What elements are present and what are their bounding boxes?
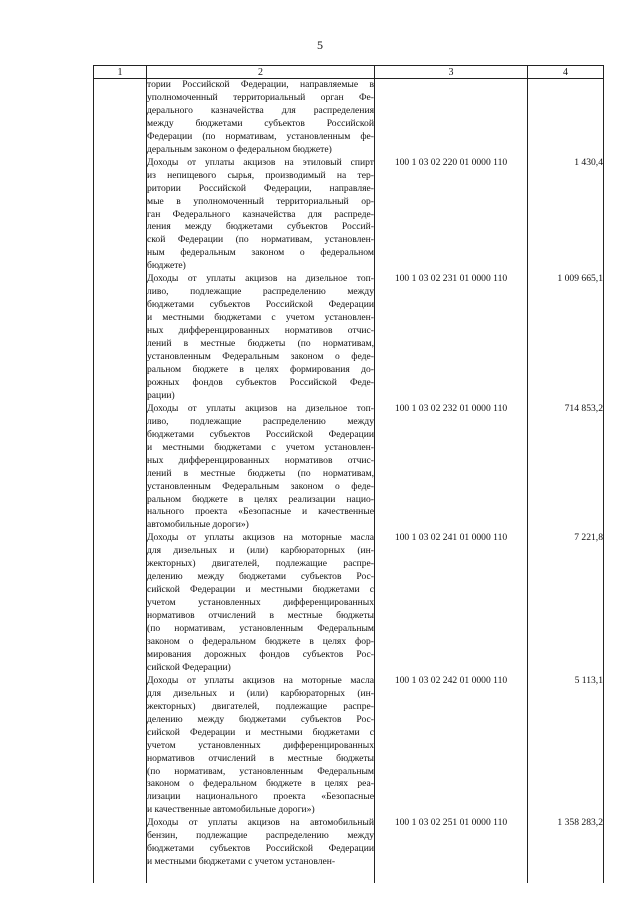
cell-budget-code (375, 79, 528, 157)
description-line: Доходы от уплаты акцизов на дизельное топ- (147, 273, 374, 285)
cell-budget-code: 100 1 03 02 231 01 0000 110 (375, 273, 528, 403)
description-line: Доходы от уплаты акцизов на моторные масла (147, 532, 374, 544)
description-line: сийской Федерации и местными бюджетами с (147, 584, 374, 596)
cell-amount: 1 430,4 (528, 157, 604, 274)
description-line: уполномоченный территориальный орган Фе- (147, 91, 374, 103)
cell-description (147, 79, 375, 157)
description-line: и местными бюджетами с учетом установлен- (147, 312, 374, 324)
description-line: законом о федеральном бюджете в целях реа- (147, 778, 374, 790)
column-number-1: 1 (94, 66, 147, 79)
description-line: установленным Федеральным законом о феде- (147, 351, 374, 363)
description-line: бюджетами субъектов Российской Федерации (147, 299, 374, 311)
table-bottom-spacer (94, 869, 604, 883)
table-row (94, 817, 604, 869)
table-body (94, 79, 604, 870)
description-line: учетом установленных дифференцированных (147, 739, 374, 751)
description-line: и местными бюджетами с учетом установлен- (147, 856, 336, 868)
description-line: лений в местные бюджеты (по нормативам, (147, 467, 374, 479)
description-line: ных дифференцированных нормативов отчис- (147, 454, 374, 466)
cell-blank (94, 532, 147, 674)
cell-blank (94, 273, 147, 403)
cell-amount: 1 009 665,1 (528, 273, 604, 403)
cell-budget-code: 100 1 03 02 220 01 0000 110 (375, 157, 528, 274)
description-line: делению между бюджетами субъектов Рос- (147, 713, 374, 725)
cell-description (147, 403, 375, 533)
description-line: между бюджетами субъектов Российской (147, 117, 374, 129)
table-row (94, 675, 604, 817)
description-line: нального проекта «Безопасные и качественные (147, 506, 374, 518)
description-line: автомобильные дороги») (147, 519, 249, 531)
description-line: ливо, подлежащие распределению между (147, 286, 374, 298)
description-line: рожных фондов субъектов Российской Феде- (147, 376, 374, 388)
description-line: из непищевого сырья, производимый на тер- (147, 169, 374, 181)
description-line: нормативов отчислений в местные бюджеты (147, 610, 374, 622)
cell-blank (94, 675, 147, 817)
description-line: ным федеральным законом о федеральном (147, 247, 374, 259)
cell-amount: 714 853,2 (528, 403, 604, 533)
column-number-2: 2 (147, 66, 375, 79)
description-line: ган Федерального казначейства для распреде- (147, 208, 374, 220)
description-line: (по нормативам, установленным Федеральным (147, 765, 374, 777)
description-line: лений в местные бюджеты (по нормативам, (147, 338, 374, 350)
cell-budget-code: 100 1 03 02 232 01 0000 110 (375, 403, 528, 533)
description-line: ления между бюджетами субъектов Россий- (147, 221, 374, 233)
description-line: ской Федерации (по нормативам, установлен- (147, 234, 374, 246)
description-line: мирования дорожных фондов субъектов Рос- (147, 648, 374, 660)
description-line: ральном бюджете в целях формирования до- (147, 363, 374, 375)
column-number-header-row (94, 66, 604, 79)
description-line: бюджете) (147, 260, 186, 272)
cell-description (147, 532, 375, 674)
cell-description (147, 675, 375, 817)
description-line: для дизельных и (или) карбюраторных (ин- (147, 687, 374, 699)
description-line: рации) (147, 389, 175, 401)
description-line: и качественные автомобильные дороги») (147, 804, 315, 816)
table-row (94, 403, 604, 533)
cell-blank (94, 817, 147, 869)
cell-amount: 1 358 283,2 (528, 817, 604, 869)
description-line: установленным Федеральным законом о феде- (147, 480, 374, 492)
description-line: и местными бюджетами с учетом установлен- (147, 441, 374, 453)
description-line: мые в уполномоченный территориальный ор- (147, 195, 374, 207)
cell-amount: 7 221,8 (528, 532, 604, 674)
description-line: (по нормативам, установленным Федеральным (147, 623, 374, 635)
description-line: жекторных) двигателей, подлежащие распре- (147, 558, 374, 570)
description-line: дерального казначейства для распределения (147, 104, 374, 116)
cell-description (147, 817, 375, 869)
column-number-3: 3 (375, 66, 528, 79)
description-line: ливо, подлежащие распределению между (147, 415, 374, 427)
description-line: Федерации (по нормативам, установленным фе- (147, 130, 374, 142)
cell-budget-code: 100 1 03 02 242 01 0000 110 (375, 675, 528, 817)
description-line: сийской Федерации) (147, 661, 231, 673)
description-line: нормативов отчислений в местные бюджеты (147, 752, 374, 764)
description-line: сийской Федерации и местными бюджетами с (147, 726, 374, 738)
table-row (94, 157, 604, 274)
table-row (94, 273, 604, 403)
description-line: лизации национального проекта «Безопасные (147, 791, 374, 803)
cell-amount: 5 113,1 (528, 675, 604, 817)
table-row (94, 532, 604, 674)
description-line: учетом установленных дифференцированных (147, 597, 374, 609)
cell-amount (528, 79, 604, 157)
description-line: Доходы от уплаты акцизов на дизельное топ- (147, 402, 374, 414)
description-line: ральном бюджете в целях реализации нацио- (147, 493, 374, 505)
page-number: 5 (317, 38, 323, 52)
table-row (94, 79, 604, 157)
cell-description (147, 273, 375, 403)
description-line: бензин, подлежащие распределению между (147, 830, 374, 842)
budget-revenue-table (93, 65, 604, 883)
description-line: бюджетами субъектов Российской Федерации (147, 843, 374, 855)
cell-budget-code: 100 1 03 02 241 01 0000 110 (375, 532, 528, 674)
description-line: бюджетами субъектов Российской Федерации (147, 428, 374, 440)
description-line: жекторных) двигателей, подлежащие распре- (147, 700, 374, 712)
description-line: деральным законом о федеральном бюджете) (147, 143, 332, 155)
cell-blank (94, 157, 147, 274)
description-line: законом о федеральном бюджете в целях фор- (147, 635, 374, 647)
description-line: ных дифференцированных нормативов отчис- (147, 325, 374, 337)
cell-blank (94, 403, 147, 533)
description-line: Доходы от уплаты акцизов на этиловый спирт (147, 156, 374, 168)
cell-description (147, 157, 375, 274)
cell-blank (94, 79, 147, 157)
description-line: ритории Российской Федерации, направляе- (147, 182, 374, 194)
description-line: Доходы от уплаты акцизов на автомобильный (147, 817, 374, 829)
description-line: тории Российской Федерации, направляемые в (147, 79, 374, 90)
description-line: для дизельных и (или) карбюраторных (ин- (147, 545, 374, 557)
description-line: делению между бюджетами субъектов Рос- (147, 571, 374, 583)
column-number-4: 4 (528, 66, 604, 79)
cell-budget-code: 100 1 03 02 251 01 0000 110 (375, 817, 528, 869)
description-line: Доходы от уплаты акцизов на моторные масла (147, 674, 374, 686)
